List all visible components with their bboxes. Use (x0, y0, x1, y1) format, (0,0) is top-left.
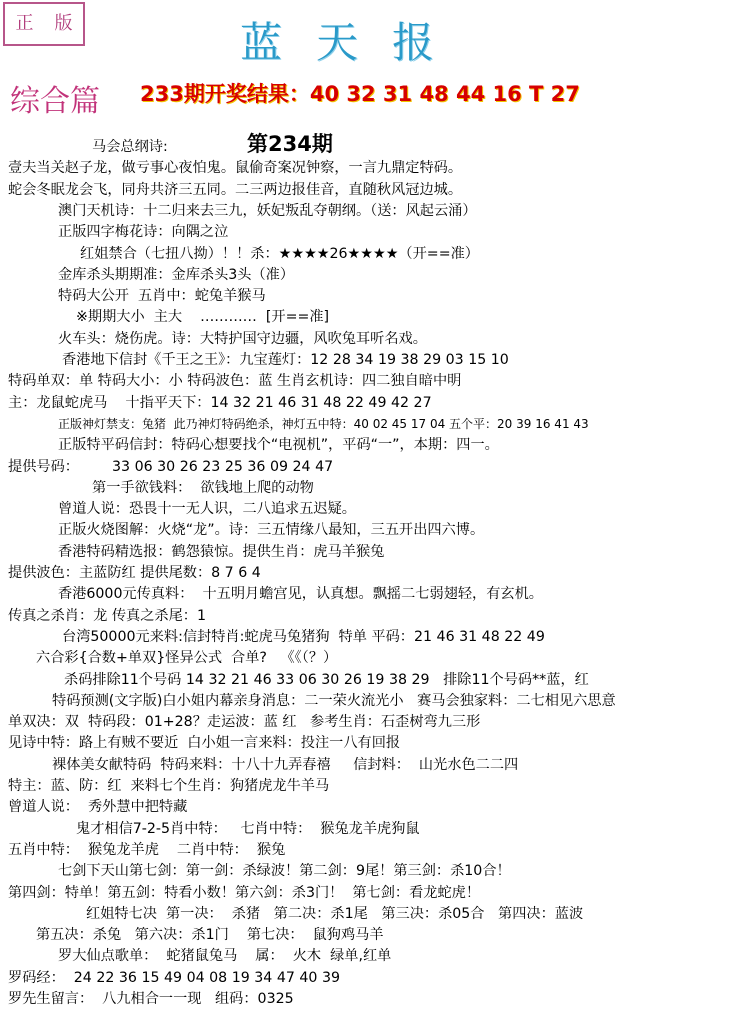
text-line-content: 杀码排除11个号码 14 32 21 46 33 06 30 26 19 38 29 排除11个号码**蓝，红 (64, 671, 589, 688)
text-line (8, 713, 480, 732)
text-line-content: ※期期大小 主大 ………… [开==准] (76, 309, 330, 326)
text-line-content: 提供波色：主蓝防红 提供尾数：8 7 6 4 (8, 565, 261, 581)
text-line (8, 159, 462, 178)
text-line-content: 第四剑：特单！第五剑：特看小数！第六剑：杀3门！ 第七剑：看龙蛇虎！ (8, 884, 481, 901)
text-line-content: 提供号码： (8, 458, 79, 475)
text-line-content: 正版火烧图解：火烧“龙”。诗：三五情缘八最知，三五开出四六博。 (58, 522, 485, 539)
text-line (62, 351, 509, 370)
text-line-content: 曾道人说： 秀外慧中把特藏 (8, 799, 188, 816)
text-line-content: 主：龙鼠蛇虎马 十指平天下：14 32 21 46 31 48 22 49 42 27 (8, 394, 432, 411)
text-line (36, 926, 384, 945)
text-line (8, 181, 462, 200)
stamp-right-char: 版 (54, 13, 73, 34)
text-line (76, 820, 420, 839)
stamp-left-char: 正 (15, 13, 34, 34)
text-line (8, 798, 187, 817)
issue-number: 第234期 (247, 132, 333, 156)
text-line-content: 香港特码精选报：鹤怨猿惊。提供生肖：虎马羊猴兔 (58, 543, 385, 560)
text-line (8, 394, 432, 413)
text-line-content: 红姐禁合（七扭八拗）！！杀：★★★★26★★★★（开==准） (80, 245, 479, 262)
text-line-content: 壹夫当关赵子龙，做亏事心夜怕鬼。鼠偷奇案况钟察，一言九鼎定特码。 (8, 160, 463, 177)
text-line (58, 330, 427, 349)
text-line-content: 罗码经： 24 22 36 15 49 04 08 19 34 47 40 39 (8, 969, 341, 986)
text-line (8, 990, 294, 1009)
text-line (8, 884, 480, 903)
text-line-content: 六合彩{合数+单双}怪异公式 合单? 《《（？） (36, 650, 338, 667)
text-line-content: 罗先生留言： 八九相合一一现 组码：0325 (8, 991, 294, 1007)
previous-result: 233期开奖结果：40 32 31 48 44 16 T 27 (140, 82, 580, 106)
text-line (58, 436, 499, 455)
text-line-content: 台湾50000元来料:信封特肖:蛇虎马兔猪狗 特单 平码：21 46 31 48 22 49 (62, 628, 545, 645)
text-line-content: 正版四字梅花诗：向隅之泣 (58, 224, 229, 241)
text-line (58, 947, 391, 966)
text-line (58, 266, 294, 285)
text-line-content: 七剑下天山第七剑：第一剑：杀绿波！第二剑：9尾！第三剑：杀10合！ (58, 863, 511, 880)
text-line-content: 单双决：双 特码段：01+28？走运波：蓝 红 参考生肖：石歪树弯九三形 (8, 714, 481, 731)
text-line (8, 734, 400, 753)
text-line (58, 543, 384, 562)
text-line (92, 479, 314, 498)
text-line-content: 罗大仙点歌单： 蛇猪鼠兔马 属： 火木 绿单,红单 (58, 948, 392, 965)
text-line-content: 见诗中特：路上有贼不要近 白小姐一言来料：投注一八有回报 (8, 735, 401, 752)
text-line (8, 564, 261, 583)
text-line (112, 458, 333, 477)
text-line-content: 特码大公开 五肖中：蛇兔羊猴马 (58, 288, 266, 305)
text-line (36, 649, 337, 668)
text-line (8, 372, 461, 391)
text-line-content: 火车头：烧伤虎。诗：大特护国守边疆，风吹兔耳听名戏。 (58, 330, 427, 347)
text-line (58, 521, 484, 540)
text-line (86, 905, 583, 924)
text-line-content: 红姐特七决 第一决： 杀猪 第二决：杀1尾 第三决：杀05合 第四决：蓝波 (86, 905, 584, 922)
text-line (80, 245, 479, 264)
text-line-content: 特码单双：单 特码大小：小 特码波色：蓝 生肖玄机诗：四二独自暗中明 (8, 373, 462, 390)
brand-title: 蓝天报 (240, 18, 469, 67)
text-line (76, 308, 329, 327)
text-line-content: 传真之杀肖：龙 传真之杀尾：1 (8, 607, 206, 624)
text-line (62, 628, 545, 647)
text-line-content: 金库杀头期期准：金库杀头3头（准） (58, 266, 295, 283)
text-line-content: 第一手欲钱料： 欲钱地上爬的动物 (92, 479, 314, 496)
text-line-content: 鬼才相信7-2-5肖中特： 七肖中特： 猴兔龙羊虎狗鼠 (76, 820, 420, 837)
section-title: 综合篇 (10, 84, 100, 119)
text-line (8, 841, 285, 860)
text-line (58, 585, 543, 604)
text-line (58, 415, 589, 434)
text-line-content: 特码预测(文字版)白小姐内幕亲身消息：二一荣火流光小 赛马会独家料：二七相见六思意 (52, 692, 616, 709)
text-line-content: 正版神灯禁支：兔猪 此乃神灯特码绝杀，神灯五中特：40 02 45 17 04 五个平：20 39 16 41 43 (58, 416, 589, 431)
text-line (58, 223, 228, 242)
text-line (64, 671, 589, 690)
text-line (8, 607, 206, 626)
text-line (8, 458, 79, 477)
text-line-content: 香港6000元传真料： 十五明月蟾宫见，认真想。飘摇二七弱翅轻，有玄机。 (58, 586, 543, 603)
text-line (8, 777, 329, 796)
text-line-content: 澳门天机诗：十二归来去三九，妖妃叛乱夺朝纲。（送：风起云涌） (58, 202, 477, 219)
text-line-content: 33 06 30 26 23 25 36 09 24 47 (112, 458, 334, 475)
text-line-content: 第五决：杀兔 第六决：杀1门 第七决： 鼠狗鸡马羊 (36, 927, 384, 944)
text-line (92, 138, 168, 157)
text-line-content: 曾道人说：恐畏十一无人识，二八追求五迟疑。 (58, 501, 356, 518)
text-line (58, 202, 477, 221)
text-line (58, 862, 511, 881)
text-line-content: 特主：蓝、防：红 来料七个生肖：狗猪虎龙牛羊马 (8, 778, 330, 794)
text-line-content: 正版特平码信封：特码心想要找个“电视机”，平码“一”，本期：四一。 (58, 437, 499, 454)
text-line-content: 香港地下信封《千王之王》：九宝莲灯：12 28 34 19 38 29 03 15 10 (62, 352, 509, 368)
text-line-content: 马会总纲诗: (92, 139, 168, 155)
text-line (58, 287, 266, 306)
text-line (58, 500, 356, 519)
text-line (8, 969, 340, 988)
text-line-content: 裸体美女献特码 特码来料：十八十九弄春禧 信封料： 山光水色二二四 (52, 756, 519, 773)
text-line (52, 692, 616, 711)
text-line (52, 756, 518, 775)
text-line-content: 蛇会冬眠龙会飞，同舟共济三五同。二三两边报佳音，直随秋风冠边城。 (8, 181, 463, 198)
genuine-stamp (3, 2, 85, 46)
text-line-content: 五肖中特： 猴兔龙羊虎 二肖中特： 猴兔 (8, 841, 286, 858)
